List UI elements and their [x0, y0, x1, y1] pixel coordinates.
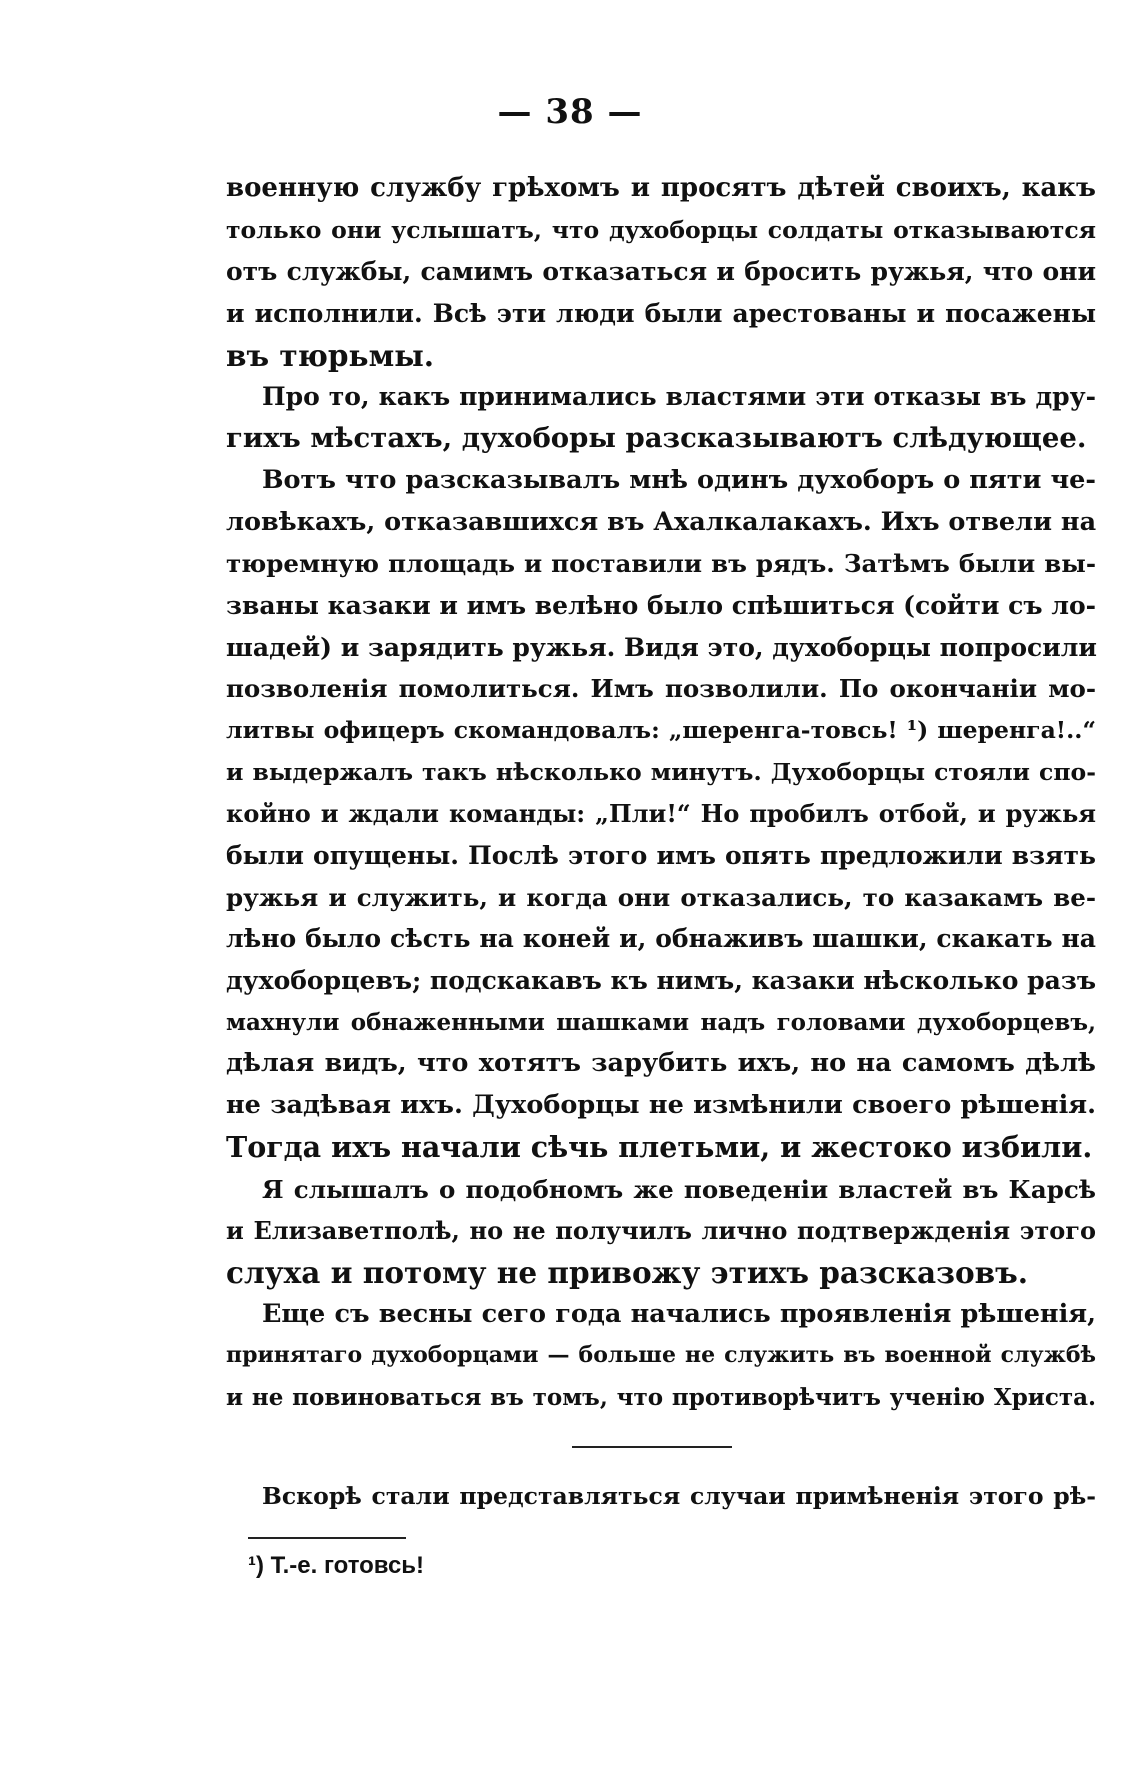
text-line: только они услышатъ, что духоборцы солдаты отказываются — [226, 215, 1096, 244]
footnote-marker: ¹) — [248, 1552, 264, 1579]
text-line: литвы офицеръ скомандовалъ: „шеренга-товсь! ¹) шеренга!..“ — [226, 715, 1096, 744]
text-line: гихъ мѣстахъ, духоборы разсказываютъ слѣдующее. — [226, 422, 1087, 455]
text-line: и Елизаветполѣ, но не получилъ лично подтвержденія этого — [226, 1216, 1096, 1246]
text-line: и не повиноваться въ томъ, что противорѣчитъ ученію Христа. — [226, 1383, 1096, 1411]
text-line: шадей) и зарядить ружья. Видя это, духоборцы попросили — [226, 632, 1097, 662]
text-line: и выдержалъ такъ нѣсколько минутъ. Духоборцы стояли спо- — [226, 757, 1096, 786]
text-line: духоборцевъ; подскакавъ къ нимъ, казаки нѣсколько разъ — [226, 966, 1096, 996]
text-line: Вскорѣ стали представляться случаи примѣненія этого рѣ- — [262, 1482, 1096, 1510]
text-line: Я слышалъ о подобномъ же поведеніи властей въ Карсѣ — [262, 1174, 1096, 1204]
paragraph — [226, 1169, 1096, 1294]
paragraph — [226, 460, 1096, 1169]
paragraph — [226, 1294, 1096, 1419]
page-number: — 38 — — [497, 92, 643, 132]
text-line: военную службу грѣхомъ и просятъ дѣтей своихъ, какъ — [226, 173, 1096, 203]
text-line: Про то, какъ принимались властями эти отказы въ дру- — [262, 382, 1096, 412]
text-line: дѣлая видъ, что хотятъ зарубить ихъ, но на самомъ дѣлѣ — [226, 1048, 1096, 1079]
text-line: въ тюрьмы. — [226, 337, 435, 373]
text-line: слуха и потому не привожу этихъ разсказовъ. — [226, 1254, 1029, 1290]
text-line: позволенія помолиться. Имъ позволили. По окончаніи мо- — [226, 674, 1096, 704]
text-line: Тогда ихъ начали сѣчь плетьми, и жестоко избили. — [226, 1129, 1093, 1164]
text-line: махнули обнаженными шашками надъ головами духоборцевъ, — [226, 1008, 1096, 1036]
footnote — [248, 1552, 424, 1580]
text-line: и исполнили. Всѣ эти люди были арестованы и посажены — [226, 299, 1096, 329]
text-line: отъ службы, самимъ отказаться и бросить ружья, что они — [226, 257, 1096, 287]
text-line: Еще съ весны сего года начались проявленія рѣшенія, — [262, 1298, 1096, 1329]
paragraph — [226, 376, 1096, 459]
section-separator — [572, 1446, 732, 1448]
paragraph — [226, 168, 1096, 376]
footnote-text: Т.-е. готовсь! — [270, 1552, 425, 1579]
text-line: лѣно было сѣсть на коней и, обнаживъ шашки, скакать на — [226, 924, 1096, 954]
text-line: койно и ждали команды: „Пли!“ Но пробилъ отбой, и ружья — [226, 799, 1096, 829]
text-line: званы казаки и имъ велѣно было спѣшиться (сойти съ ло- — [226, 590, 1096, 620]
body-text — [226, 168, 1096, 1419]
footnote-rule — [248, 1537, 406, 1539]
text-line: ружья и служить, и когда они отказались, то казакамъ ве- — [226, 882, 1096, 912]
text-line: тюремную площадь и поставили въ рядъ. Затѣмъ были вы- — [226, 549, 1096, 579]
paragraph — [226, 1476, 1096, 1518]
text-line: ловѣкахъ, отказавшихся въ Ахалкалакахъ. Ихъ отвели на — [226, 506, 1097, 537]
text-line: Вотъ что разсказывалъ мнѣ одинъ духоборъ о пяти че- — [262, 464, 1096, 495]
text-line: принятаго духоборцами — больше не служить въ военной службѣ — [226, 1342, 1096, 1369]
text-line: не задѣвая ихъ. Духоборцы не измѣнили своего рѣшенія. — [226, 1090, 1096, 1121]
text-line: были опущены. Послѣ этого имъ опять предложили взять — [226, 841, 1096, 870]
